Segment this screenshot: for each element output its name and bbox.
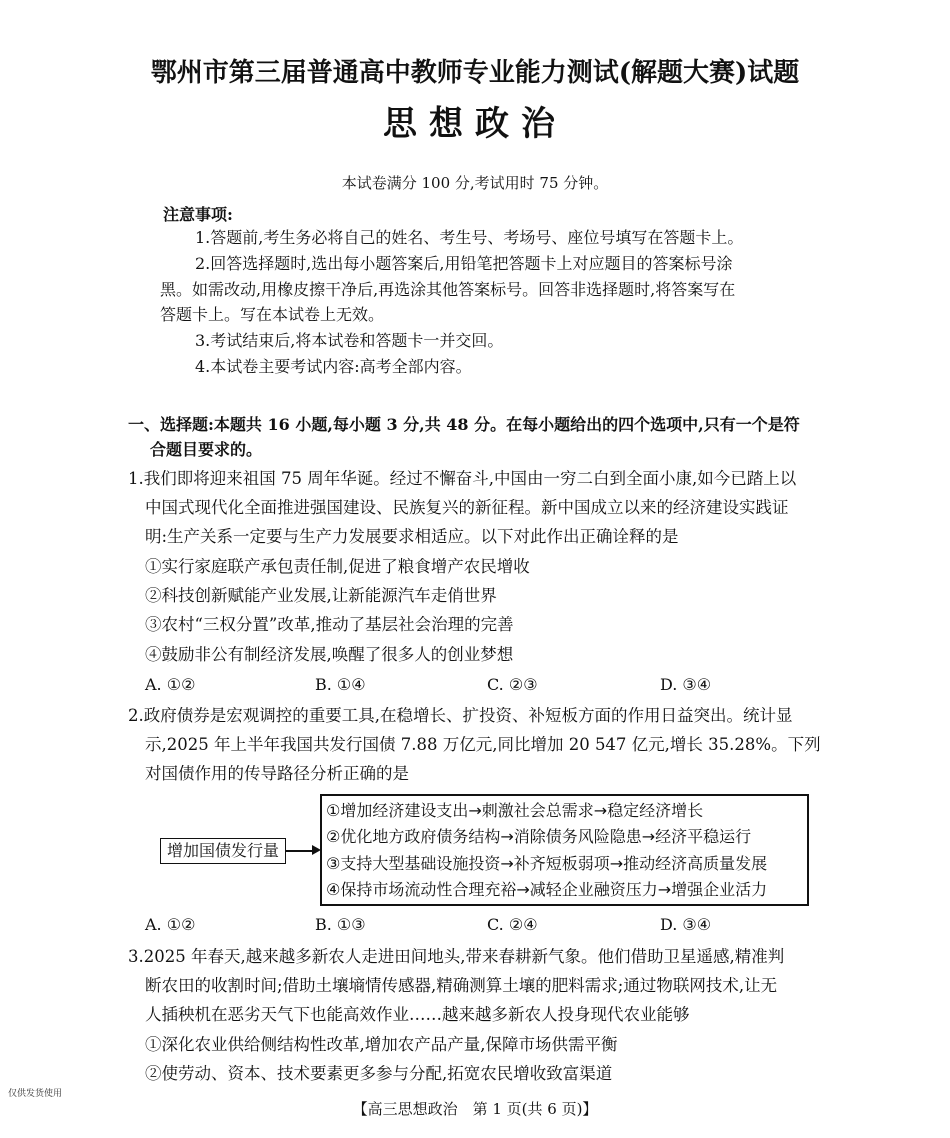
q3-stem-line: 断农田的收割时间;借助土壤墒情传感器,精确测算土壤的肥料需求;通过物联网技术,让无 [145, 976, 778, 995]
notice-heading: 注意事项: [163, 205, 233, 224]
q3-item: ②使劳动、资本、技术要素更多参与分配,拓宽农民增收致富渠道 [145, 1064, 613, 1083]
side-note: 仅供发货使用 [8, 1089, 63, 1099]
q2-stem-line: 对国债作用的传导路径分析正确的是 [145, 764, 409, 783]
exam-title: 鄂州市第三届普通高中教师专业能力测试(解题大赛)试题 [150, 58, 800, 88]
q3-stem-line: 3.2025 年春天,越来越多新农人走进田间地头,带来春耕新气象。他们借助卫星遥感,精准判 [128, 947, 785, 966]
q3-stem-line: 人插秧机在恶劣天气下也能高效作业……越来越多新农人投身现代农业能够 [145, 1005, 690, 1024]
subject-title: 思想政治 [383, 104, 567, 144]
section-heading: 一、选择题:本题共 16 小题,每小题 3 分,共 48 分。在每小题给出的四个选项中,只有一个是符 [128, 415, 800, 434]
q1-stem-line: 中国式现代化全面推进强国建设、民族复兴的新征程。新中国成立以来的经济建设实践证 [145, 498, 789, 517]
notice-line: 1.答题前,考生务必将自己的姓名、考生号、考场号、座位号填写在答题卡上。 [195, 228, 744, 247]
diagram-paths-box [320, 794, 809, 906]
q1-item: ④鼓励非公有制经济发展,唤醒了很多人的创业梦想 [145, 645, 514, 664]
exam-info: 本试卷满分 100 分,考试用时 75 分钟。 [341, 174, 609, 192]
q2-option-a: A. ①② [145, 915, 196, 934]
page-footer: 【高三思想政治 第 1 页(共 6 页)】 [352, 1100, 598, 1118]
q1-item: ②科技创新赋能产业发展,让新能源汽车走俏世界 [145, 586, 497, 605]
notice-line: 黑。如需改动,用橡皮擦干净后,再选涂其他答案标号。回答非选择题时,将答案写在 [160, 280, 736, 299]
q1-option-b: B. ①④ [315, 675, 366, 694]
q1-option-d: D. ③④ [660, 675, 712, 694]
q1-item: ①实行家庭联产承包责任制,促进了粮食增产农民增收 [145, 557, 530, 576]
q1-option-c: C. ②③ [487, 675, 538, 694]
notice-line: 4.本试卷主要考试内容:高考全部内容。 [195, 357, 472, 376]
q1-item: ③农村“三权分置”改革,推动了基层社会治理的完善 [145, 615, 514, 634]
q2-option-b: B. ①③ [315, 915, 366, 934]
q2-stem-line: 2.政府债券是宏观调控的重要工具,在稳增长、扩投资、补短板方面的作用日益突出。统计显 [128, 706, 793, 725]
q1-stem-line: 1.我们即将迎来祖国 75 周年华诞。经过不懈奋斗,中国由一穷二白到全面小康,如今已踏上以 [128, 469, 797, 488]
notice-line: 答题卡上。写在本试卷上无效。 [160, 305, 385, 324]
q2-stem-line: 示,2025 年上半年我国共发行国债 7.88 万亿元,同比增加 20 547 亿元,增长 35.28%。下列 [145, 735, 821, 754]
notice-line: 2.回答选择题时,选出每小题答案后,用铅笔把答题卡上对应题目的答案标号涂 [195, 254, 733, 273]
q2-option-c: C. ②④ [487, 915, 538, 934]
section-heading-cont: 合题目要求的。 [150, 440, 263, 459]
q1-option-a: A. ①② [145, 675, 196, 694]
diagram-path: ②优化地方政府债务结构→消除债务风险隐患→经济平稳运行 [326, 827, 752, 846]
q1-stem-line: 明:生产关系一定要与生产力发展要求相适应。以下对此作出正确诠释的是 [145, 527, 679, 546]
diagram-path: ③支持大型基础设施投资→补齐短板弱项→推动经济高质量发展 [326, 854, 768, 873]
diagram-arrow [286, 850, 314, 852]
q2-option-d: D. ③④ [660, 915, 712, 934]
notice-line: 3.考试结束后,将本试卷和答题卡一并交回。 [195, 331, 504, 350]
diagram-path: ④保持市场流动性合理充裕→减轻企业融资压力→增强企业活力 [326, 880, 768, 899]
diagram-source-box: 增加国债发行量 [160, 838, 286, 864]
q3-item: ①深化农业供给侧结构性改革,增加农产品产量,保障市场供需平衡 [145, 1035, 618, 1054]
diagram-path: ①增加经济建设支出→刺激社会总需求→稳定经济增长 [326, 801, 704, 820]
